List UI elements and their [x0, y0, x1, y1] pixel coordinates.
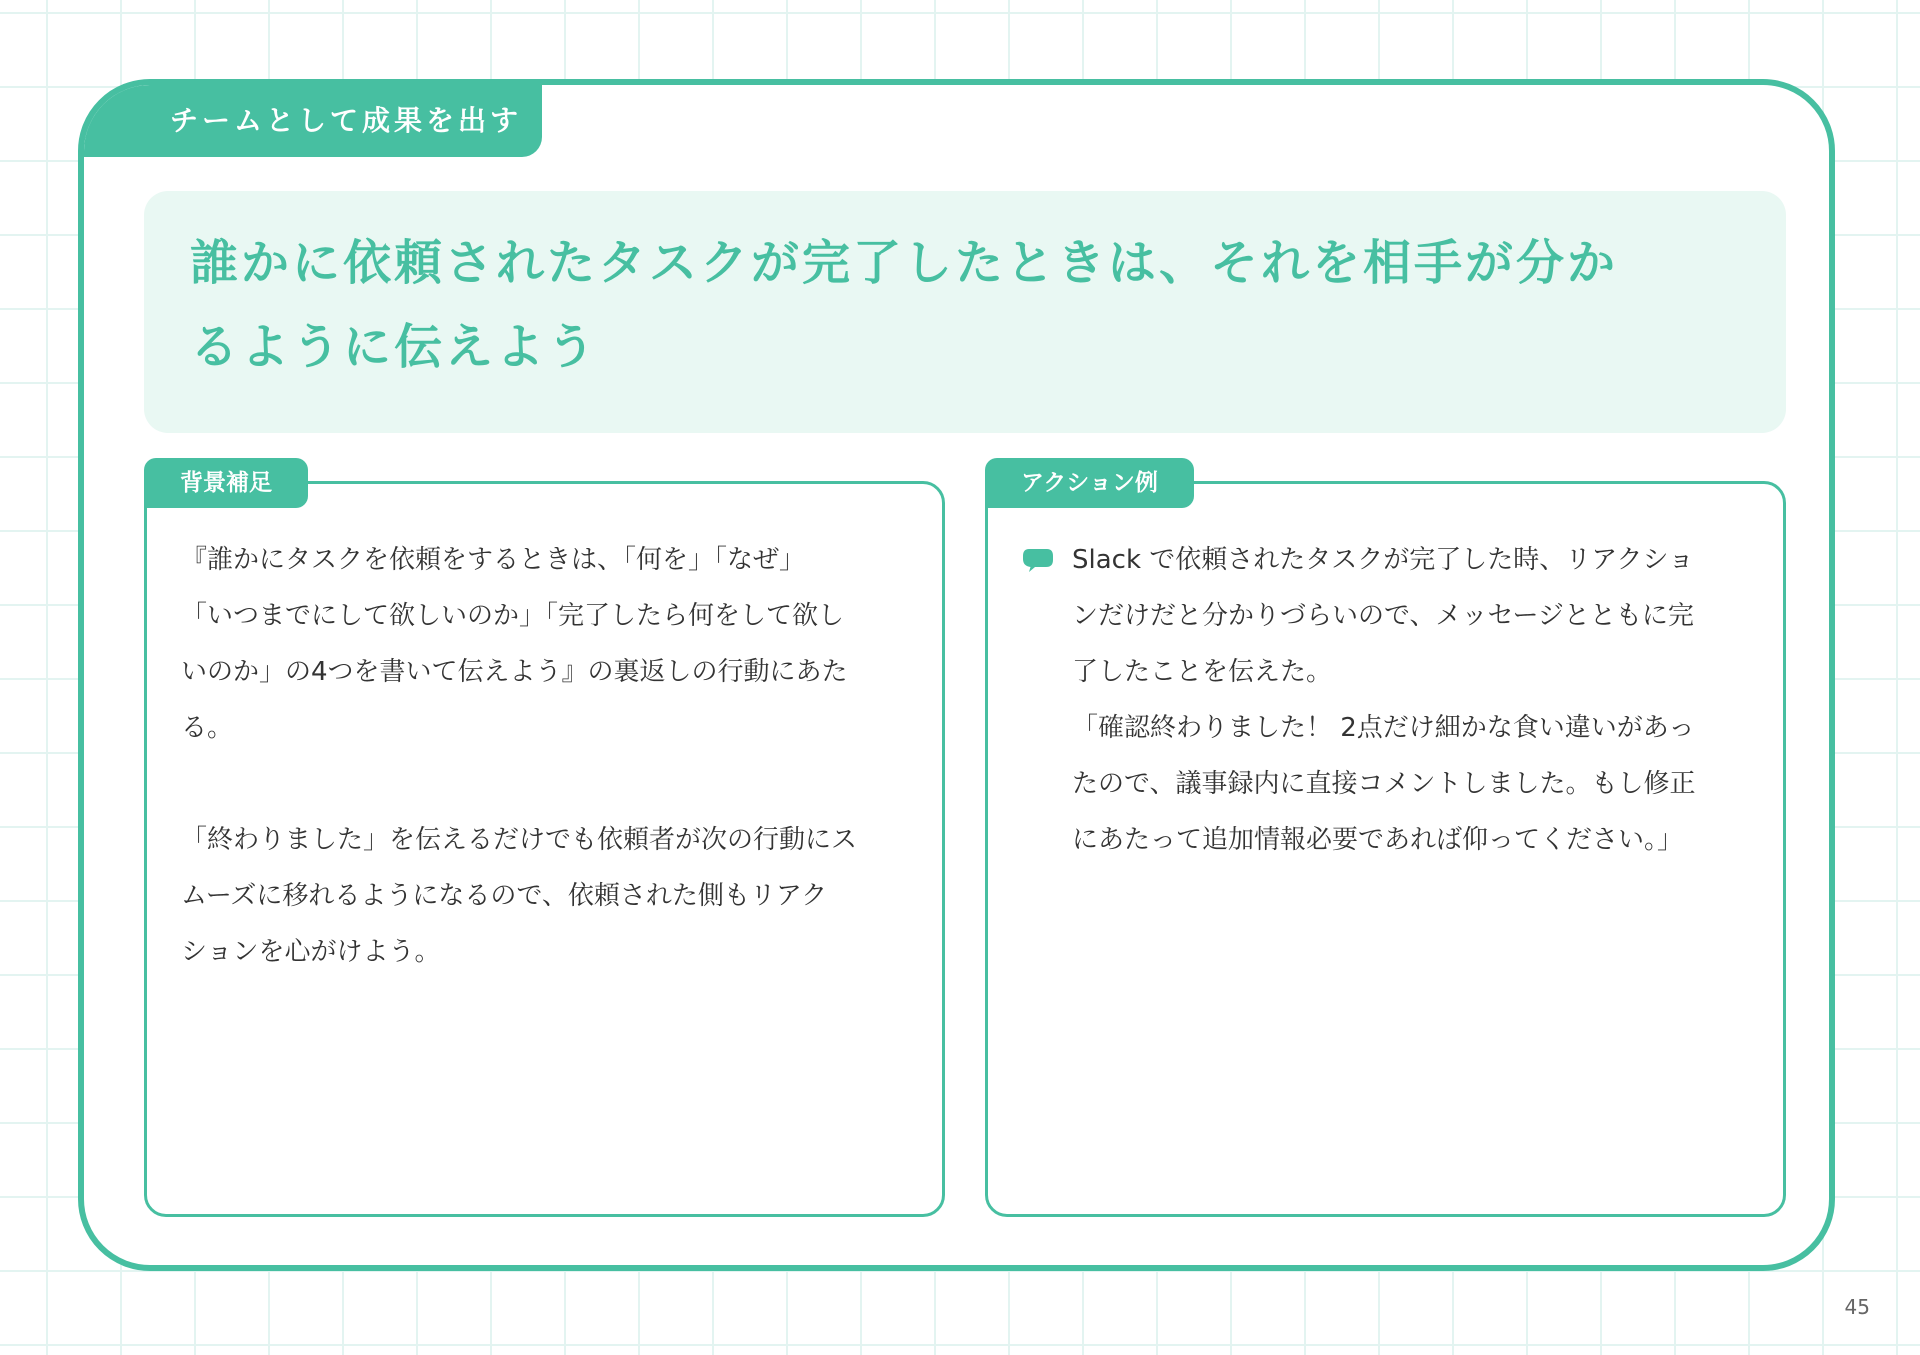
- action-line: にあたって追加情報必要であれば仰ってください。」: [1072, 825, 1684, 855]
- headline-line-1: 誰かに依頼されたタスクが完了したときは、それを相手が分か: [190, 235, 1619, 291]
- action-line: 了したことを伝えた。: [1072, 657, 1333, 687]
- background-line: 『誰かにタスクを依頼をするときは、「何を」「なぜ」: [181, 545, 806, 575]
- action-bullet: [1022, 532, 1762, 868]
- paragraph-gap: [181, 756, 911, 812]
- speech-bubble-icon: [1022, 546, 1054, 574]
- background-line: 「終わりました」を伝えるだけでも依頼者が次の行動にス: [181, 825, 858, 855]
- background-panel-body: [181, 532, 911, 980]
- background-panel-tab: 背景補足: [144, 458, 308, 508]
- background-line: ションを心がけよう。: [181, 937, 441, 967]
- background-line: いのか」の4つを書いて伝えよう』の裏返しの行動にあた: [181, 657, 848, 687]
- action-line: たので、議事録内に直接コメントしました。もし修正: [1072, 769, 1696, 799]
- section-label: チームとして成果を出す: [84, 85, 542, 157]
- content-card: [78, 79, 1835, 1271]
- action-panel: [985, 470, 1786, 1217]
- background-panel: [144, 470, 945, 1217]
- background-line: ムーズに移れるようになるので、依頼された側もリアク: [181, 881, 828, 911]
- page-title: [190, 221, 1740, 389]
- action-panel-tab: アクション例: [985, 458, 1194, 508]
- headline-line-2: るように伝えよう: [190, 319, 599, 375]
- action-line: 「確認終わりました！ 2点だけ細かな食い違いがあっ: [1072, 713, 1695, 743]
- background-line: 「いつまでにして欲しいのか」「完了したら何をして欲し: [181, 601, 845, 631]
- action-line: Slack で依頼されたタスクが完了した時、リアクショ: [1072, 545, 1694, 575]
- action-text: [1072, 532, 1762, 868]
- background-line: る。: [181, 713, 234, 743]
- headline-box: [144, 191, 1786, 433]
- action-line: ンだけだと分かりづらいので、メッセージとともに完: [1072, 601, 1694, 631]
- page-number: 45: [1844, 1295, 1870, 1319]
